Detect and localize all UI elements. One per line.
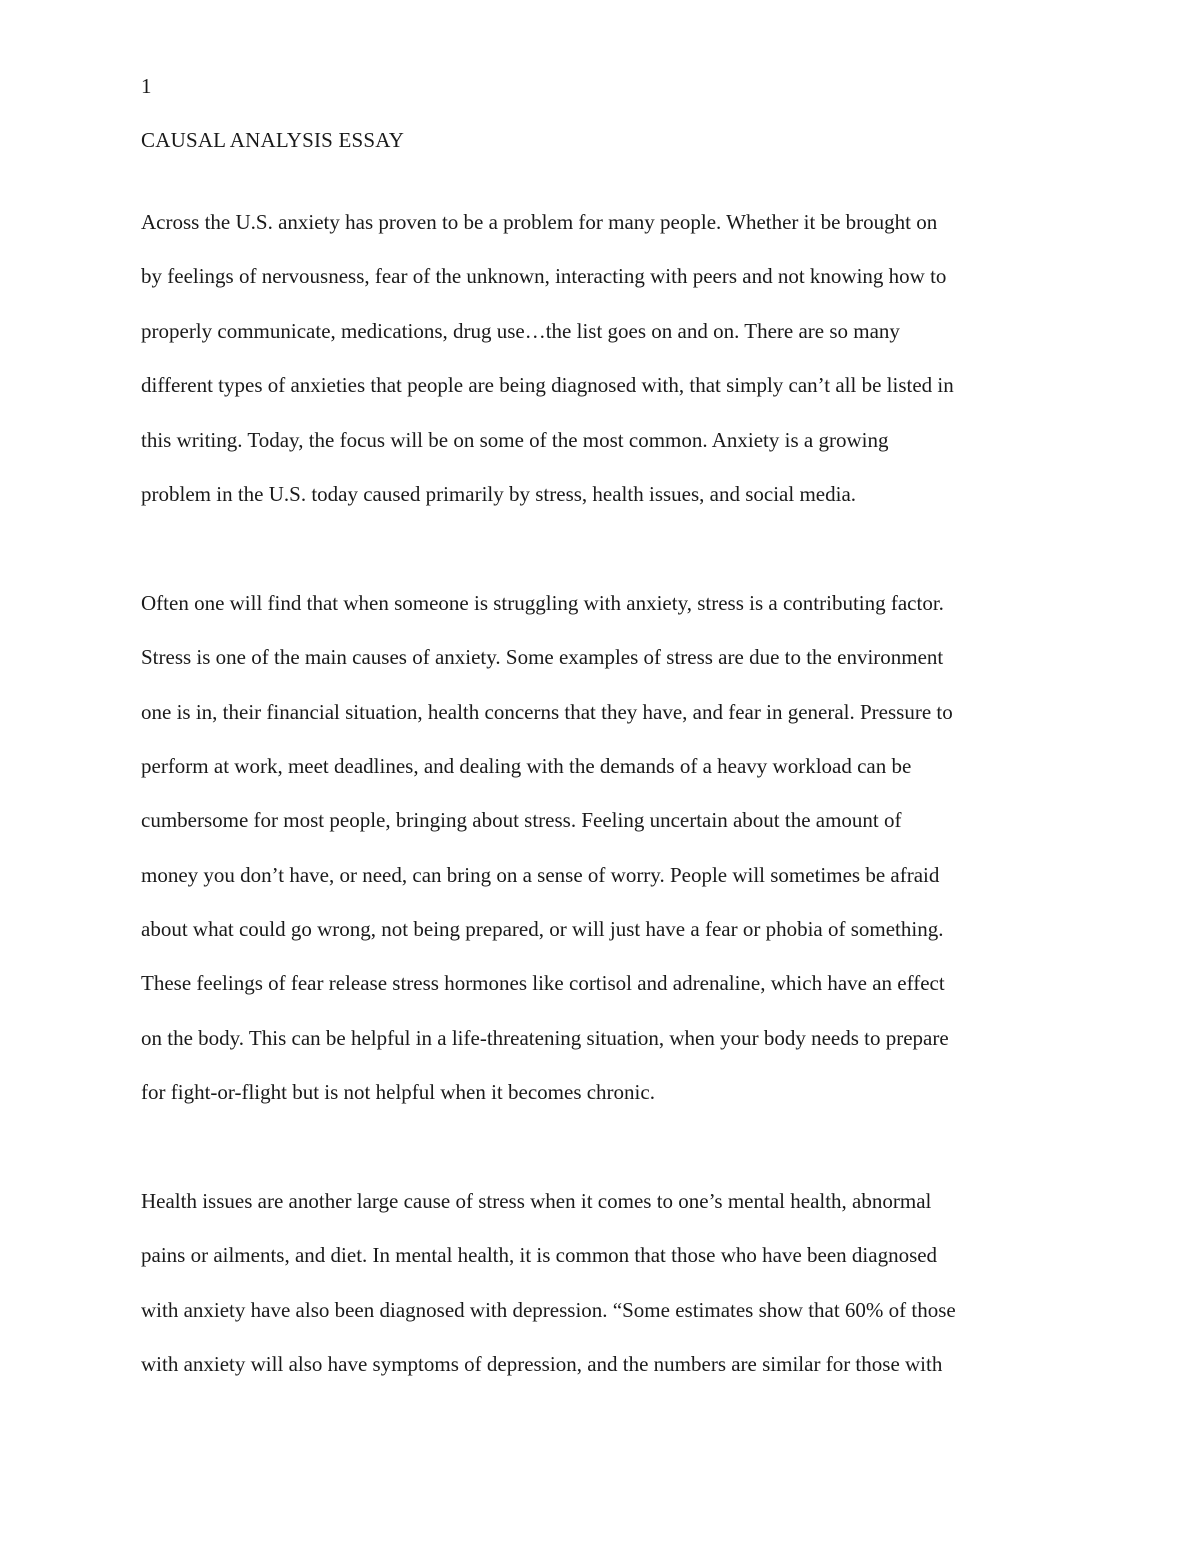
text-line: properly communicate, medications, drug use…the list goes on and on. There are so many bbox=[141, 318, 900, 343]
text-line: with anxiety have also been diagnosed with depression. “Some estimates show that 60% of those bbox=[141, 1297, 956, 1322]
running-head: CAUSAL ANALYSIS ESSAY bbox=[141, 128, 405, 152]
text-line: with anxiety will also have symptoms of depression, and the numbers are similar for those with bbox=[141, 1352, 943, 1377]
paragraph-spacer bbox=[141, 1120, 1081, 1174]
text-line: money you don’t have, or need, can bring on a sense of worry. People will sometimes be afraid bbox=[141, 862, 940, 887]
text-line: this writing. Today, the focus will be on some of the most common. Anxiety is a growing bbox=[141, 427, 889, 452]
text-line: about what could go wrong, not being prepared, or will just have a fear or phobia of something. bbox=[141, 917, 944, 942]
text-line: Across the U.S. anxiety has proven to be a problem for many people. Whether it be brought on bbox=[141, 210, 938, 234]
text-line: Stress is one of the main causes of anxiety. Some examples of stress are due to the environment bbox=[141, 645, 944, 670]
paragraph-health bbox=[141, 1174, 1081, 1392]
essay-body bbox=[141, 195, 1081, 1392]
text-line: cumbersome for most people, bringing about stress. Feeling uncertain about the amount of bbox=[141, 808, 902, 833]
text-line: on the body. This can be helpful in a life-threatening situation, when your body needs to prepare bbox=[141, 1025, 949, 1050]
text-line: Health issues are another large cause of stress when it comes to one’s mental health, abnormal bbox=[141, 1189, 932, 1214]
paragraph-stress bbox=[141, 576, 1081, 1120]
text-line: different types of anxieties that people are being diagnosed with, that simply can’t all be listed in bbox=[141, 373, 954, 398]
text-line: one is in, their financial situation, health concerns that they have, and fear in general. Pressure to bbox=[141, 699, 953, 724]
text-line: by feelings of nervousness, fear of the unknown, interacting with peers and not knowing how to bbox=[141, 264, 947, 289]
text-line: problem in the U.S. today caused primarily by stress, health issues, and social media. bbox=[141, 481, 857, 506]
paragraph-spacer bbox=[141, 521, 1081, 575]
text-line: These feelings of fear release stress hormones like cortisol and adrenaline, which have an effect bbox=[141, 971, 945, 996]
text-line: perform at work, meet deadlines, and dealing with the demands of a heavy workload can be bbox=[141, 753, 912, 778]
text-line: for fight-or-flight but is not helpful when it becomes chronic. bbox=[141, 1080, 655, 1105]
text-line: pains or ailments, and diet. In mental health, it is common that those who have been diagnosed bbox=[141, 1243, 938, 1268]
page-number: 1 bbox=[141, 74, 152, 98]
text-line: Often one will find that when someone is struggling with anxiety, stress is a contributing factor. bbox=[141, 590, 944, 615]
paragraph-intro bbox=[141, 195, 1081, 521]
